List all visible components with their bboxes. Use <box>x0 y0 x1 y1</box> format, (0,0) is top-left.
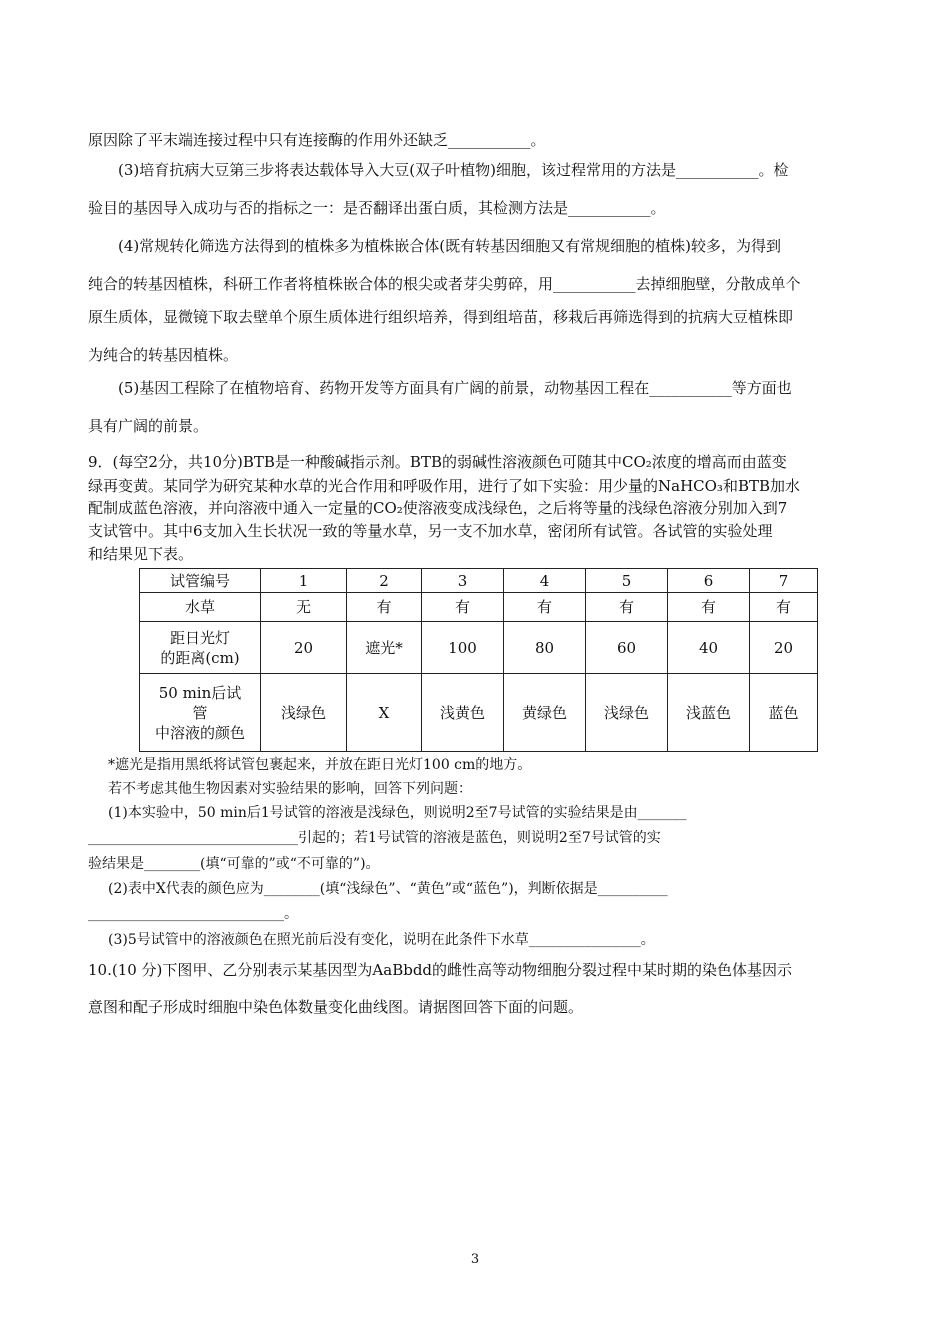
paragraph-line: 具有广阔的前景。 <box>88 417 209 435</box>
table-cell: 2 <box>347 569 422 593</box>
paragraph-line: (3)培育抗病大豆第三步将表达载体导入大豆(双子叶植物)细胞，该过程常用的方法是___________。检 <box>118 161 789 179</box>
table-cell: 40 <box>668 622 750 674</box>
table-cell: 有 <box>668 593 750 622</box>
paragraph-line: (4)常规转化筛选方法得到的植株多为植株嵌合体(既有转基因细胞又有常规细胞的植株)较多，为得到 <box>118 237 781 255</box>
table-cell: 浅绿色 <box>586 674 668 752</box>
table-cell: 80 <box>504 622 586 674</box>
table-cell: 无 <box>261 593 347 622</box>
table-cell: 3 <box>422 569 504 593</box>
question-10-line: 10.(10 分)下图甲、乙分别表示某基因型为AaBbdd的雌性高等动物细胞分裂过程中某时期的染色体基因示 <box>88 961 793 979</box>
table-cell: 6 <box>668 569 750 593</box>
paragraph-line: 为纯合的转基因植株。 <box>88 346 239 364</box>
question-prompt: 若不考虑其他生物因素对实验结果的影响，回答下列问题： <box>108 781 472 797</box>
table-row <box>140 622 818 674</box>
sub-question-line: ______________________________引起的；若1号试管的溶液是蓝色，则说明2至7号试管的实 <box>88 830 661 846</box>
table-cell: 60 <box>586 622 668 674</box>
table-row <box>140 569 818 593</box>
row-header: 试管编号 <box>140 569 261 593</box>
table-footnote: *遮光是指用黑纸将试管包裹起来，并放在距日光灯100 cm的地方。 <box>108 757 532 773</box>
table-cell: 有 <box>586 593 668 622</box>
question-9-line: 绿再变黄。某同学为研究某种水草的光合作用和呼吸作用，进行了如下实验：用少量的NaHCO₃和BTB加水 <box>88 477 800 495</box>
table-cell: 遮光* <box>347 622 422 674</box>
question-10-line: 意图和配子形成时细胞中染色体数量变化曲线图。请据图回答下面的问题。 <box>88 998 584 1016</box>
sub-question-line: (1)本实验中，50 min后1号试管的溶液是浅绿色，则说明2至7号试管的实验结果是由_______ <box>108 805 687 821</box>
table-cell: 有 <box>347 593 422 622</box>
row-header-line: 50 min后试 <box>158 683 242 702</box>
table-cell: 1 <box>261 569 347 593</box>
paragraph-line: 验目的基因导入成功与否的指标之一：是否翻译出蛋白质，其检测方法是___________。 <box>88 199 666 217</box>
row-header-line: 中溶液的颜色 <box>154 723 245 742</box>
paragraph-line: (5)基因工程除了在植物培育、药物开发等方面具有广阔的前景，动物基因工程在___________等方面也 <box>118 379 792 397</box>
question-9-line: 和结果见下表。 <box>88 545 194 563</box>
table-cell: 20 <box>750 622 818 674</box>
row-header-line: 距日光灯 <box>169 628 230 647</box>
row-header: 水草 <box>140 593 261 622</box>
experiment-table <box>139 568 818 752</box>
table-cell: 浅绿色 <box>261 674 347 752</box>
sub-question-line: (3)5号试管中的溶液颜色在照光前后没有变化，说明在此条件下水草________________。 <box>108 932 655 948</box>
table-cell: 浅黄色 <box>422 674 504 752</box>
table-cell: 7 <box>750 569 818 593</box>
table-row <box>140 593 818 622</box>
table-cell: 100 <box>422 622 504 674</box>
table-cell: X <box>347 674 422 752</box>
table-cell: 有 <box>422 593 504 622</box>
sub-question-line: 验结果是________(填“可靠的”或“不可靠的”)。 <box>88 856 380 872</box>
sub-question-line: (2)表中X代表的颜色应为________(填“浅绿色”、“黄色”或“蓝色”)，判断依据是__________ <box>108 881 668 897</box>
paragraph-line: 纯合的转基因植株，科研工作者将植株嵌合体的根尖或者芽尖剪碎，用___________去掉细胞壁，分散成单个 <box>88 275 801 293</box>
table-cell: 浅蓝色 <box>668 674 750 752</box>
row-header <box>140 622 261 674</box>
table-cell: 5 <box>586 569 668 593</box>
table-cell: 黄绿色 <box>504 674 586 752</box>
table-cell: 4 <box>504 569 586 593</box>
row-header-line: 的距离(cm) <box>160 648 240 667</box>
table-cell: 有 <box>750 593 818 622</box>
table-row <box>140 674 818 752</box>
page-number: 3 <box>470 1252 480 1267</box>
question-9-line: 支试管中。其中6支加入生长状况一致的等量水草，另一支不加水草，密闭所有试管。各试管的实验处理 <box>88 522 773 540</box>
sub-question-line: ____________________________。 <box>88 906 298 922</box>
row-header <box>140 674 261 752</box>
paragraph-line: 原生质体，显微镜下取去壁单个原生质体进行组织培养，得到组培苗，移栽后再筛选得到的抗病大豆植株即 <box>88 308 794 326</box>
question-9-line: 9．(每空2分，共10分)BTB是一种酸碱指示剂。BTB的弱碱性溶液颜色可随其中CO₂浓度的增高而由蓝变 <box>88 453 787 471</box>
paragraph-line: 原因除了平末端连接过程中只有连接酶的作用外还缺乏___________。 <box>88 131 546 149</box>
table-cell: 20 <box>261 622 347 674</box>
table-cell: 蓝色 <box>750 674 818 752</box>
table-cell: 有 <box>504 593 586 622</box>
row-header-line: 管 <box>192 703 208 722</box>
question-9-line: 配制成蓝色溶液，并向溶液中通入一定量的CO₂使溶液变成浅绿色，之后将等量的浅绿色溶液分别加入到7 <box>88 499 788 517</box>
